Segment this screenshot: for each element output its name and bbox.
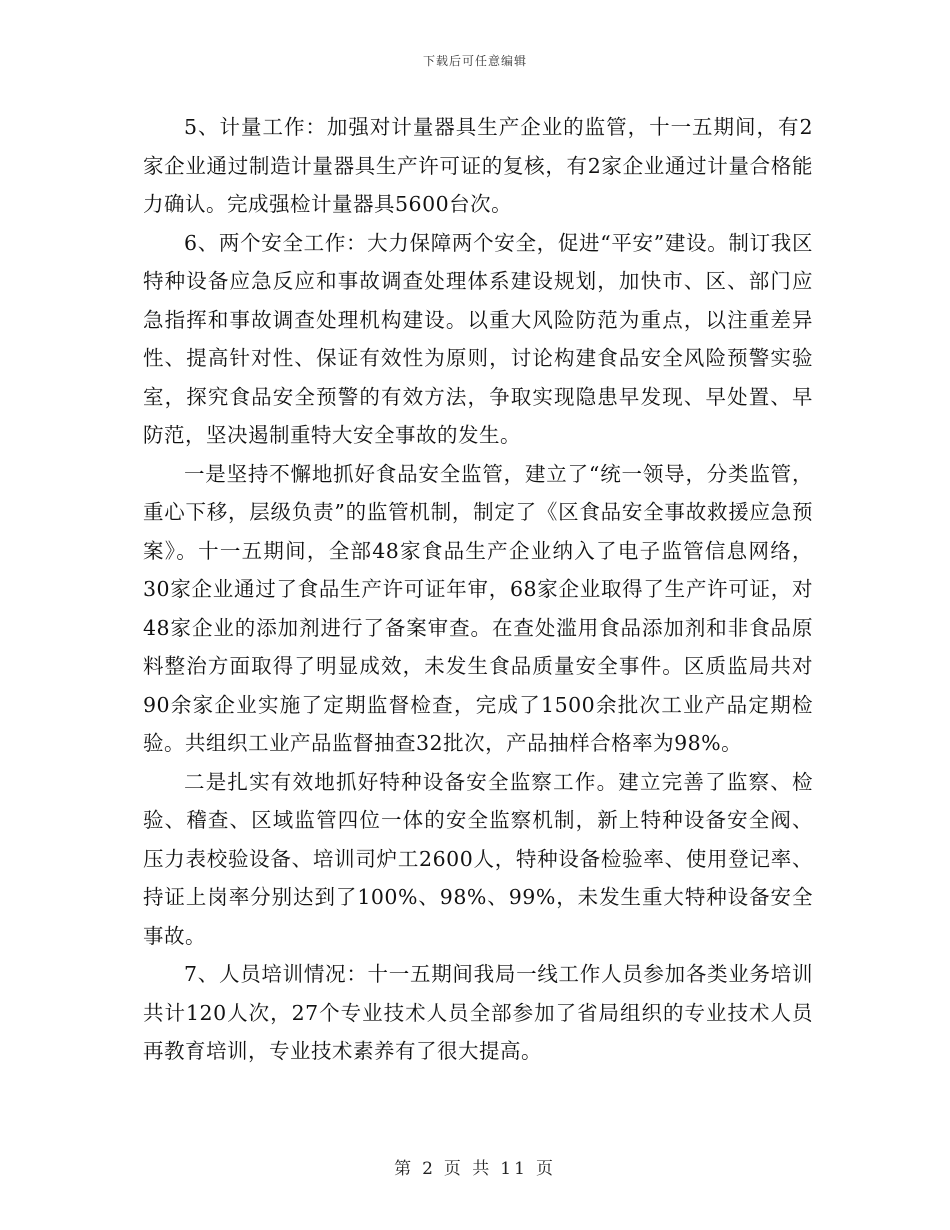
footer-prefix: 第: [394, 1159, 415, 1179]
page-number: 2: [422, 1159, 436, 1179]
paragraph-training: 7、人员培训情况：十一五期间我局一线工作人员参加各类业务培训共计120人次，27个专业技术人员全部参加了省局组织的专业技术人员再教育培训，专业技术素养有了很大提高。: [143, 962, 813, 1063]
footer-middle: 页 共: [443, 1159, 493, 1179]
page-total: 11: [500, 1159, 528, 1179]
paragraph-two-safety: 6、两个安全工作：大力保障两个安全，促进“平安”建设。制订我区特种设备应急反应和事故调查处理体系建设规划，加快市、区、部门应急指挥和事故调查处理机构建设。以重大风险防范为重点，以注重差异性、提高针对性、保证有效性为原则，讨论构建食品安全风险预警实验室，探究食品安全预警的有效方法，争取实现隐患早发现、早处置、早防范，坚决遏制重特大安全事故的发生。: [143, 230, 813, 447]
paragraph-metrology: 5、计量工作：加强对计量器具生产企业的监管，十一五期间，有2家企业通过制造计量器具生产许可证的复核，有2家企业通过计量合格能力确认。完成强检计量器具5600台次。: [143, 115, 813, 216]
paragraph-food-safety: 一是坚持不懈地抓好食品安全监管，建立了“统一领导，分类监管，重心下移，层级负责”的监管机制，制定了《区食品安全事故救援应急预案》。十一五期间，全部48家食品生产企业纳入了电子监管信息网络，30家企业通过了食品生产许可证年审，68家企业取得了生产许可证，对48家企业的添加剂进行了备案审查。在查处滥用食品添加剂和非食品原料整治方面取得了明显成效，未发生食品质量安全事件。区质监局共对90余家企业实施了定期监督检查，完成了1500余批次工业产品定期检验。共组织工业产品监督抽查32批次，产品抽样合格率为98%。: [143, 461, 813, 755]
footer-suffix: 页: [535, 1159, 556, 1179]
page-footer: [0, 1154, 950, 1179]
paragraph-special-equipment: 二是扎实有效地抓好特种设备安全监察工作。建立完善了监察、检验、稽查、区域监管四位一体的安全监察机制，新上特种设备安全阀、压力表校验设备、培训司炉工2600人，特种设备检验率、使用登记率、持证上岗率分别达到了100%、98%、99%，未发生重大特种设备安全事故。: [143, 769, 813, 948]
page-header: 下载后可任意编辑: [422, 54, 527, 68]
document-body: [143, 108, 813, 1071]
